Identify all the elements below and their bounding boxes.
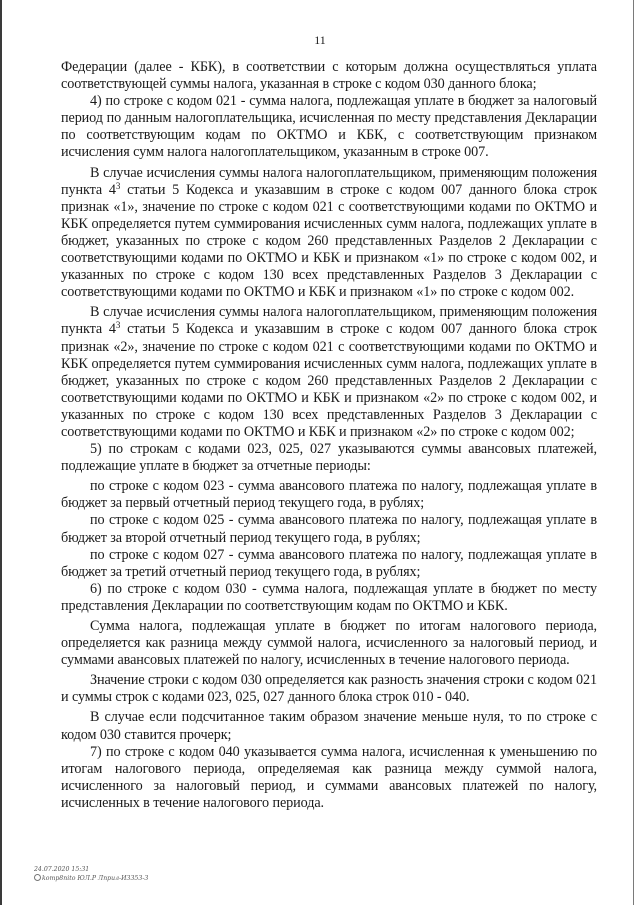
paragraph: 6) по строке с кодом 030 - сумма налога, подлежащая уплате в бюджет по месту представления Декларации по соответствующим кодам по ОКТМО и КБК. bbox=[61, 580, 597, 614]
paragraph: В случае исчисления суммы налога налогоплательщиком, применяющим положения пункта $4^3$ статьи 5 Кодекса и указавшим в строке с кодом 007 данного блока строк признак «2», значение по строке с кодом 021 с соответствующими кодами по ОКТМО и КБК определяется путем суммирования исчисленных сумм налога, подлежащих уплате в бюджет, указанных по строке с кодом 260 представленных Разделов 2 Декларации с соответствующими кодами по ОКТМО и КБК и признаком «2» по строке с кодом 002, и указанных по строке с кодом 130 всех представленных Разделов 3 Декларации с соответствующими кодами по ОКТМО и КБК и признаком «2» по строке с кодом 002; bbox=[61, 304, 597, 440]
superscript: 3 bbox=[115, 180, 121, 191]
paragraph: В случае если подсчитанное таким образом значение меньше нуля, то по строке с кодом 030 ставится прочерк; bbox=[61, 709, 597, 743]
paragraph: по строке с кодом 027 - сумма авансового платежа по налогу, подлежащая уплате в бюджет за третий отчетный период текущего года, в рублях; bbox=[61, 546, 597, 580]
copyright-icon bbox=[34, 874, 41, 881]
paragraph: 7) по строке с кодом 040 указывается сумма налога, исчисленная к уменьшению по итогам налогового периода, определяемая как разница между суммой налога, исчисленного за налоговый период, и суммами авансовых платежей по налогу, исчисленных в течение налогового периода. bbox=[61, 743, 597, 811]
paragraph: 5) по строкам с кодами 023, 025, 027 указываются суммы авансовых платежей, подлежащие уплате в бюджет за отчетные периоды: bbox=[61, 441, 597, 475]
paragraph: Федерации (далее - КБК), в соответствии с которым должна осуществляться уплата соответствующей суммы налога, указанная в строке с кодом 030 данного блока; bbox=[61, 59, 597, 93]
paragraph: В случае исчисления суммы налога налогоплательщиком, применяющим положения пункта $4^3$ статьи 5 Кодекса и указавшим в строке с кодом 007 данного блока строк признак «1», значение по строке с кодом 021 с соответствующими кодами по ОКТМО и КБК определяется путем суммирования исчисленных сумм налога, подлежащих уплате в бюджет, указанных по строке с кодом 260 представленных Разделов 2 Декларации с соответствующими кодами по ОКТМО и КБК и признаком «1» по строке с кодом 002, и указанных по строке с кодом 130 всех представленных Разделов 3 Декларации с соответствующими кодами по ОКТМО и КБК и признаком «1» по строке с кодом 002. bbox=[61, 164, 597, 301]
paragraph: по строке с кодом 023 - сумма авансового платежа по налогу, подлежащая уплате в бюджет за первый отчетный период текущего года, в рублях; bbox=[61, 478, 597, 512]
footer-doc-id: komp8nito ЮЛ.Р Лприл-И3353-3 bbox=[34, 874, 148, 883]
scan-edge-left bbox=[0, 0, 2, 905]
superscript: 3 bbox=[115, 320, 121, 331]
page-number: 11 bbox=[314, 33, 326, 47]
paragraph: 4) по строке с кодом 021 - сумма налога, подлежащая уплате в бюджет за налоговый период по данным налогоплательщика, исчисленная по месту представления Декларации по соответствующим кодам по ОКТМО и КБК, с соответствующим признаком исчисления сумм налога налогоплательщиком, указанным в строке 007. bbox=[61, 93, 597, 161]
paragraph: Сумма налога, подлежащая уплате в бюджет по итогам налогового периода, определяется как разница между суммой налога, исчисленного за налоговый период, и суммами авансовых платежей по налогу, исчисленных в течение налогового периода. bbox=[61, 618, 597, 669]
paragraph: по строке с кодом 025 - сумма авансового платежа по налогу, подлежащая уплате в бюджет за второй отчетный период текущего года, в рублях; bbox=[61, 512, 597, 546]
document-body bbox=[61, 59, 597, 812]
scan-edge-right bbox=[633, 0, 634, 905]
footer-timestamp: 24.07.2020 15:31 bbox=[34, 866, 90, 873]
footer-stamp bbox=[34, 866, 148, 883]
paragraph: Значение строки с кодом 030 определяется как разность значения строки с кодом 021 и суммы строк с кодами 023, 025, 027 данного блока строк 010 - 040. bbox=[61, 672, 597, 706]
